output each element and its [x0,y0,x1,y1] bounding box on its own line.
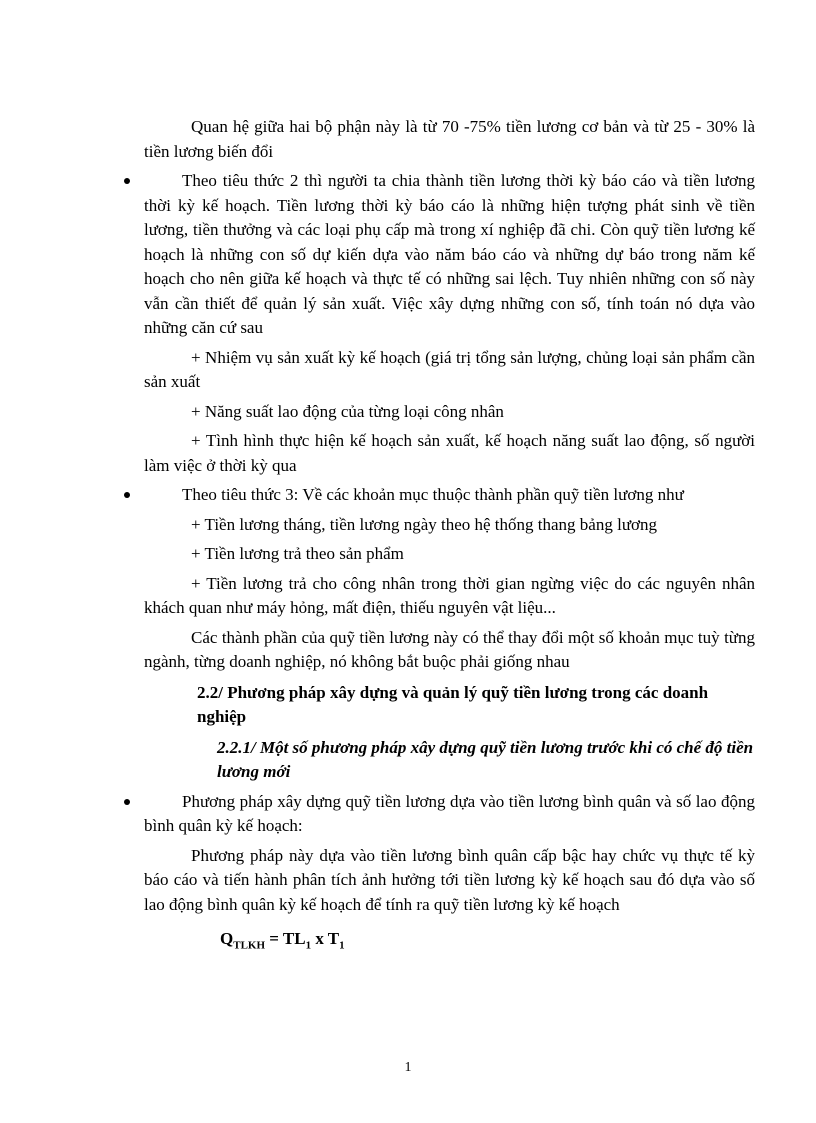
page-number: 1 [404,1060,412,1075]
bullet-criterion-3 [144,483,755,508]
item-downtime-wage: + Tiền lương trả cho công nhân trong thời gian ngừng việc do các nguyên nhân khách quan như máy hỏng, mất điện, thiếu nguyên vật liệu... [144,573,755,617]
paragraph-method-description: Phương pháp này dựa vào tiền lương bình quân cấp bậc hay chức vụ thực tế kỳ báo cáo và tiến hành phân tích ảnh hưởng tới tiền lương kỳ kế hoạch sau đó dựa vào số lao động bình quân kỳ kế hoạch để tính ra quỹ tiền lương kỳ kế hoạch [144,845,755,914]
formula-times: x T [311,929,340,948]
formula-subscript-1: 1 [305,939,312,952]
formula-equals: = TL [265,929,306,948]
formula-subscript-2: 1 [339,939,345,952]
bullet-icon [124,178,130,184]
formula-lhs: Q [220,929,234,948]
bullet-icon [124,492,130,498]
bullet-criterion-2 [144,169,755,341]
page-content [144,115,755,958]
item-labor-productivity: + Năng suất lao động của từng loại công nhân [191,401,504,421]
item-product-wage: + Tiền lương trả theo sản phẩm [191,544,404,563]
paragraph-components: Các thành phần của quỹ tiền lương này có thể thay đổi một số khoản mục tuỳ từng ngành, từng doanh nghiệp, nó không bắt buộc phải giống nhau [144,627,755,671]
item-production-task: + Nhiệm vụ sản xuất kỳ kế hoạch (giá trị tổng sản lượng, chủng loại sản phẩm cần sản xuất [144,347,755,391]
formula-wage-fund [144,927,755,958]
section-heading-2-2-1: 2.2.1/ Một số phương pháp xây dựng quỹ tiền lương trước khi có chế độ tiền lương mới [217,737,754,781]
item-plan-implementation: + Tình hình thực hiện kế hoạch sản xuất, kế hoạch năng suất lao động, số người làm việc ở thời kỳ qua [144,431,755,475]
item-monthly-wage: + Tiền lương tháng, tiền lương ngày theo hệ thống thang bảng lương [191,514,658,534]
paragraph-ratio: Quan hệ giữa hai bộ phận này là từ 70 -75% tiền lương cơ bản và từ 25 - 30% là tiền lương biến đổi [144,117,755,161]
bullet-criterion-2-text: Theo tiêu thức 2 thì người ta chia thành tiền lương thời kỳ báo cáo và tiền lương thời kỳ kế hoạch. Tiền lương thời kỳ báo cáo là những hiện tượng phát sinh về tiền lương, tiền thưởng và các loại phụ cấp mà trong xí nghiệp đã chi. Còn quỹ tiền lương kế hoạch là những con số dự kiến dựa vào năm báo cáo và những dự báo trong năm kế hoạch cho nên giữa kế hoạch và thực tế có những sai lệch. Tuy nhiên những con số này vẫn cần thiết để quản lý sản xuất. Việc xây dựng những con số, tính toán nó dựa vào những căn cứ sau [144,171,755,337]
bullet-criterion-3-text: Theo tiêu thức 3: Về các khoản mục thuộc thành phần quỹ tiền lương như [182,485,684,504]
section-heading-2-2: 2.2/ Phương pháp xây dựng và quản lý quỹ tiền lương trong các doanh nghiệp [197,682,709,726]
bullet-icon [124,799,130,805]
bullet-method [144,790,755,839]
bullet-method-text: Phương pháp xây dựng quỹ tiền lương dựa vào tiền lương bình quân và số lao động bình quân kỳ kế hoạch: [144,791,755,835]
formula-lhs-subscript: TLKH [233,939,266,952]
